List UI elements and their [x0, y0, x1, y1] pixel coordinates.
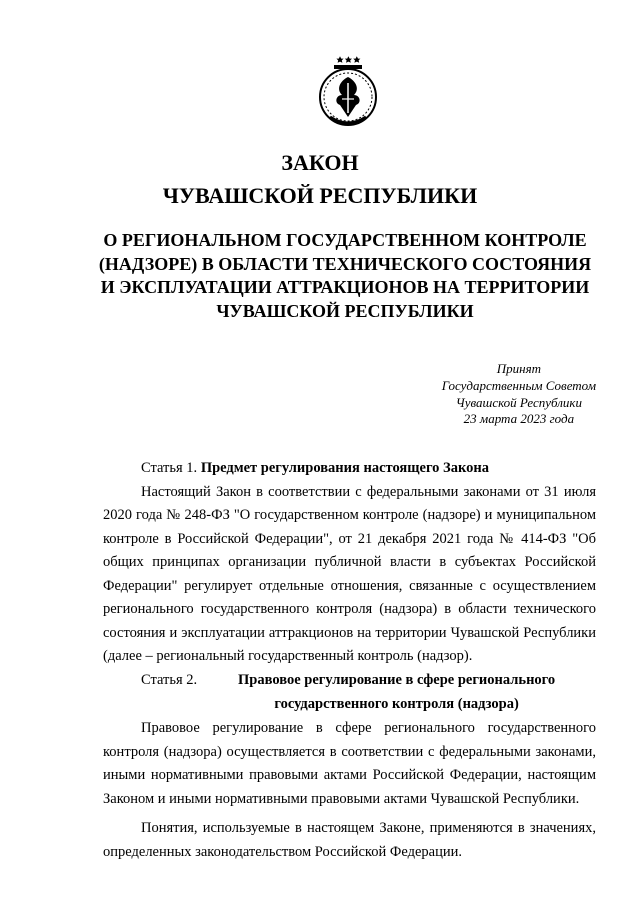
adoption-date: 23 марта 2023 года [463, 411, 575, 427]
law-title: ЗАКОН [281, 150, 359, 175]
subject-line: И ЭКСПЛУАТАЦИИ АТТРАКЦИОНОВ НА ТЕРРИТОРИИ [100, 277, 590, 297]
adoption-line: Государственным Советом [441, 377, 596, 393]
article-paragraph: Понятия, используемые в настоящем Законе, применяются в значениях, определенных законодательством Российской Федерации. [103, 820, 596, 860]
subject-line: О РЕГИОНАЛЬНОМ ГОСУДАРСТВЕННОМ КОНТРОЛЕ [103, 230, 587, 250]
article-1 [103, 457, 596, 669]
article-2 [103, 717, 596, 864]
adoption-line: Принят [496, 361, 542, 376]
adoption-line: Чувашской Республики [455, 394, 583, 410]
article-title: Предмет регулирования настоящего Закона [200, 460, 489, 476]
article-label: Статья 2. [141, 672, 198, 688]
article-2-heading [103, 669, 596, 716]
article-heading [103, 457, 596, 481]
republic-title: ЧУВАШСКОЙ РЕСПУБЛИКИ [162, 183, 478, 208]
article-paragraph: Правовое регулирование в сфере регионального государственного контроля (надзора) осуществляется в соответствии с федеральными законами, иными нормативными правовыми актами Российской Федерации, настоящим Законом и иными нормативными правовыми актами Чувашской Республики. [103, 720, 596, 807]
subject-line: (НАДЗОРЕ) В ОБЛАСТИ ТЕХНИЧЕСКОГО СОСТОЯНИЯ [98, 253, 592, 274]
article-paragraph: Настоящий Закон в соответствии с федеральными законами от 31 июля 2020 года № 248-ФЗ "О государственном контроле (надзоре) и муниципальном контроле в Российской Федерации", от 21 декабря 2021 года № 414-ФЗ "Об общих принципах организации публичной власти в субъектах Российской Федерации" регулирует отдельные отношения, связанные с осуществлением регионального государственного контроля (надзора) в области технического состояния и эксплуатации аттракционов на территории Чувашской Республики (далее – региональный государственный контроль (надзор). [103, 483, 596, 664]
subject-line: ЧУВАШСКОЙ РЕСПУБЛИКИ [216, 300, 474, 321]
article-title: Правовое регулирование в сфере регионального государственного контроля (надзора) [238, 672, 556, 712]
law-subject [90, 229, 600, 323]
adoption-note [442, 361, 596, 428]
chuvash-coat-of-arms-icon [316, 55, 380, 131]
article-label: Статья 1. [141, 460, 201, 476]
